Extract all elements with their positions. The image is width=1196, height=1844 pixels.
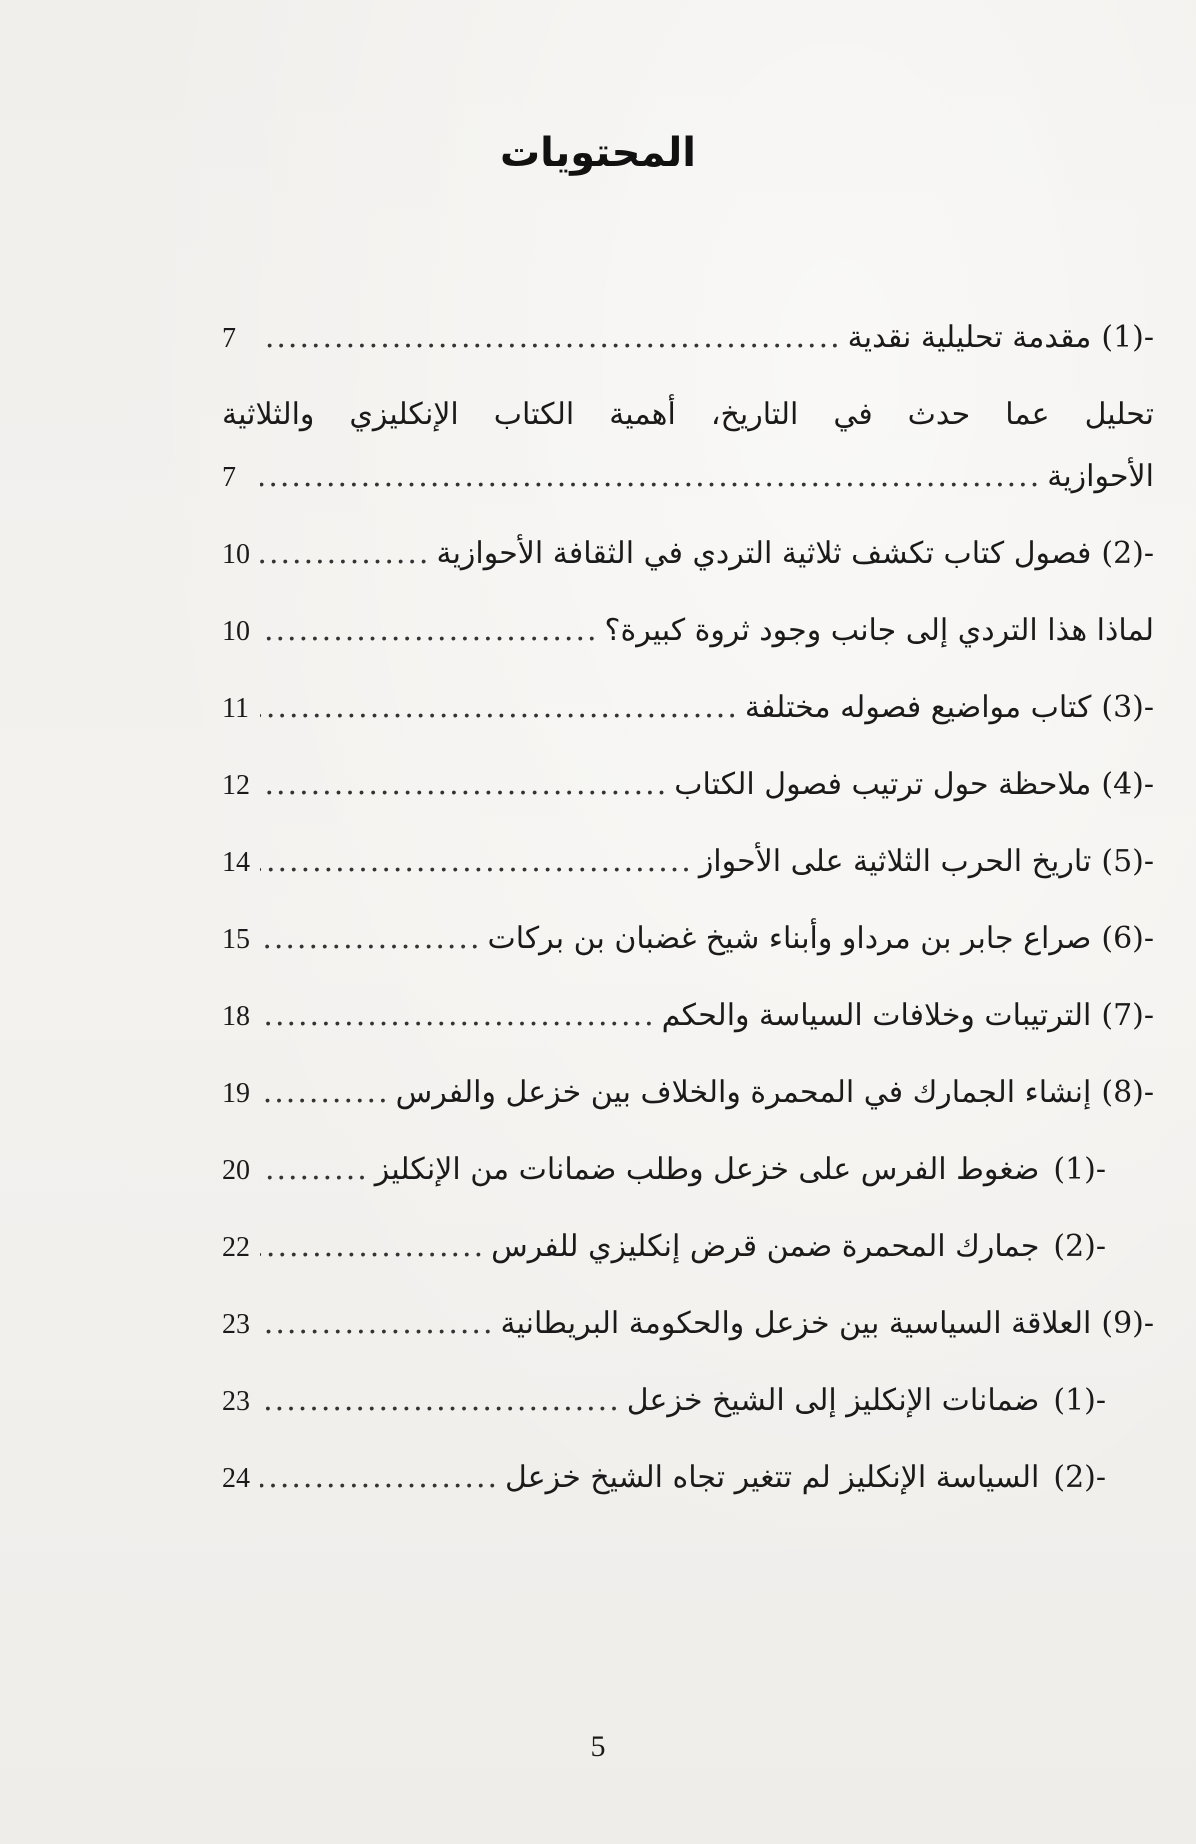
dot-leader — [260, 1150, 369, 1190]
entry-title: كتاب مواضيع فصوله مختلفة — [744, 690, 1092, 725]
toc-entry — [222, 842, 1154, 883]
entry-page-number: 24 — [222, 1463, 250, 1494]
toc-entry — [222, 534, 1154, 575]
entry-title: الترتيبات وخلافات السياسة والحكم — [661, 998, 1092, 1033]
dot-leader — [260, 1073, 390, 1113]
entry-number: (6)- — [1101, 921, 1154, 956]
toc-subentry — [222, 1150, 1154, 1191]
entry-title: العلاقة السياسية بين خزعل والحكومة البريطانية — [500, 1306, 1092, 1341]
page-number: 5 — [590, 1730, 606, 1763]
entry-title: الأحوازية — [1047, 459, 1154, 494]
entry-page-number: 7 — [222, 323, 236, 354]
entry-title: لماذا هذا التردي إلى جانب وجود ثروة كبيرة؟ — [604, 613, 1154, 648]
toc-entry-multiline — [222, 395, 1154, 498]
entry-title: جمارك المحمرة ضمن قرض إنكليزي للفرس — [491, 1229, 1040, 1264]
entry-title: فصول كتاب تكشف ثلاثية التردي في الثقافة الأحوازية — [436, 536, 1092, 571]
toc-entry — [222, 318, 1154, 359]
entry-page-number: 19 — [222, 1078, 250, 1109]
entry-page-number: 11 — [222, 693, 249, 724]
dot-leader — [260, 1458, 499, 1498]
toc-entry — [222, 1073, 1154, 1114]
toc-entry — [222, 765, 1154, 806]
entry-page-number: 18 — [222, 1001, 250, 1032]
toc-subentry — [222, 1381, 1154, 1422]
entry-page-number: 20 — [222, 1155, 250, 1186]
entry-page-number: 7 — [222, 462, 236, 493]
dot-leader — [260, 842, 693, 882]
entry-number: (8)- — [1101, 1075, 1154, 1110]
entry-page-number: 23 — [222, 1309, 250, 1340]
table-of-contents — [222, 318, 1154, 1535]
entry-title: تاريخ الحرب الثلاثية على الأحواز — [698, 844, 1092, 879]
dot-leader — [260, 688, 739, 728]
dot-leader — [260, 1227, 485, 1267]
toc-entry — [222, 688, 1154, 729]
toc-entry — [222, 996, 1154, 1037]
dot-leader — [260, 765, 668, 805]
entry-page-number: 15 — [222, 924, 250, 955]
entry-title: مقدمة تحليلية نقدية — [847, 320, 1092, 355]
entry-page-number: 10 — [222, 539, 250, 570]
entry-title: ضغوط الفرس على خزعل وطلب ضمانات من الإنكليز — [374, 1152, 1040, 1187]
entry-number: (5)- — [1101, 844, 1154, 879]
toc-entry — [222, 611, 1154, 652]
entry-number: (4)- — [1101, 767, 1154, 802]
entry-title: إنشاء الجمارك في المحمرة والخلاف بين خزعل والفرس — [395, 1075, 1092, 1110]
entry-title: ضمانات الإنكليز إلى الشيخ خزعل — [626, 1383, 1040, 1418]
entry-number: (9)- — [1101, 1306, 1154, 1341]
entry-number: (2)- — [1053, 1229, 1106, 1264]
entry-number: (1)- — [1101, 320, 1154, 355]
toc-subentry — [222, 1458, 1154, 1499]
toc-subentry — [222, 1227, 1154, 1268]
entry-number: (2)- — [1053, 1460, 1106, 1495]
entry-number: (2)- — [1101, 536, 1154, 571]
toc-entry — [222, 457, 1154, 498]
dot-leader — [260, 611, 599, 651]
dot-leader — [260, 1304, 495, 1344]
entry-page-number: 10 — [222, 616, 250, 647]
entry-page-number: 23 — [222, 1386, 250, 1417]
entry-title: السياسة الإنكليز لم تتغير تجاه الشيخ خزعل — [505, 1460, 1040, 1495]
entry-title: صراع جابر بن مرداو وأبناء شيخ غضبان بن بركات — [487, 921, 1092, 956]
entry-page-number: 12 — [222, 770, 250, 801]
dot-leader — [260, 457, 1041, 497]
dot-leader — [260, 318, 842, 358]
entry-page-number: 22 — [222, 1232, 250, 1263]
entry-page-number: 14 — [222, 847, 250, 878]
entry-number: (1)- — [1053, 1383, 1106, 1418]
toc-entry — [222, 1304, 1154, 1345]
dot-leader — [260, 996, 656, 1036]
entry-number: (3)- — [1101, 690, 1154, 725]
dot-leader — [260, 534, 430, 574]
toc-entry — [222, 919, 1154, 960]
dot-leader — [260, 1381, 621, 1421]
page-title: المحتويات — [499, 130, 696, 176]
entry-title: ملاحظة حول ترتيب فصول الكتاب — [674, 767, 1092, 802]
entry-number: (7)- — [1101, 998, 1154, 1033]
dot-leader — [260, 919, 482, 959]
entry-title-line-1: تحليل عما حدث في التاريخ، أهمية الكتاب الإنكليزي والثلاثية — [222, 397, 1154, 432]
entry-number: (1)- — [1053, 1152, 1106, 1187]
